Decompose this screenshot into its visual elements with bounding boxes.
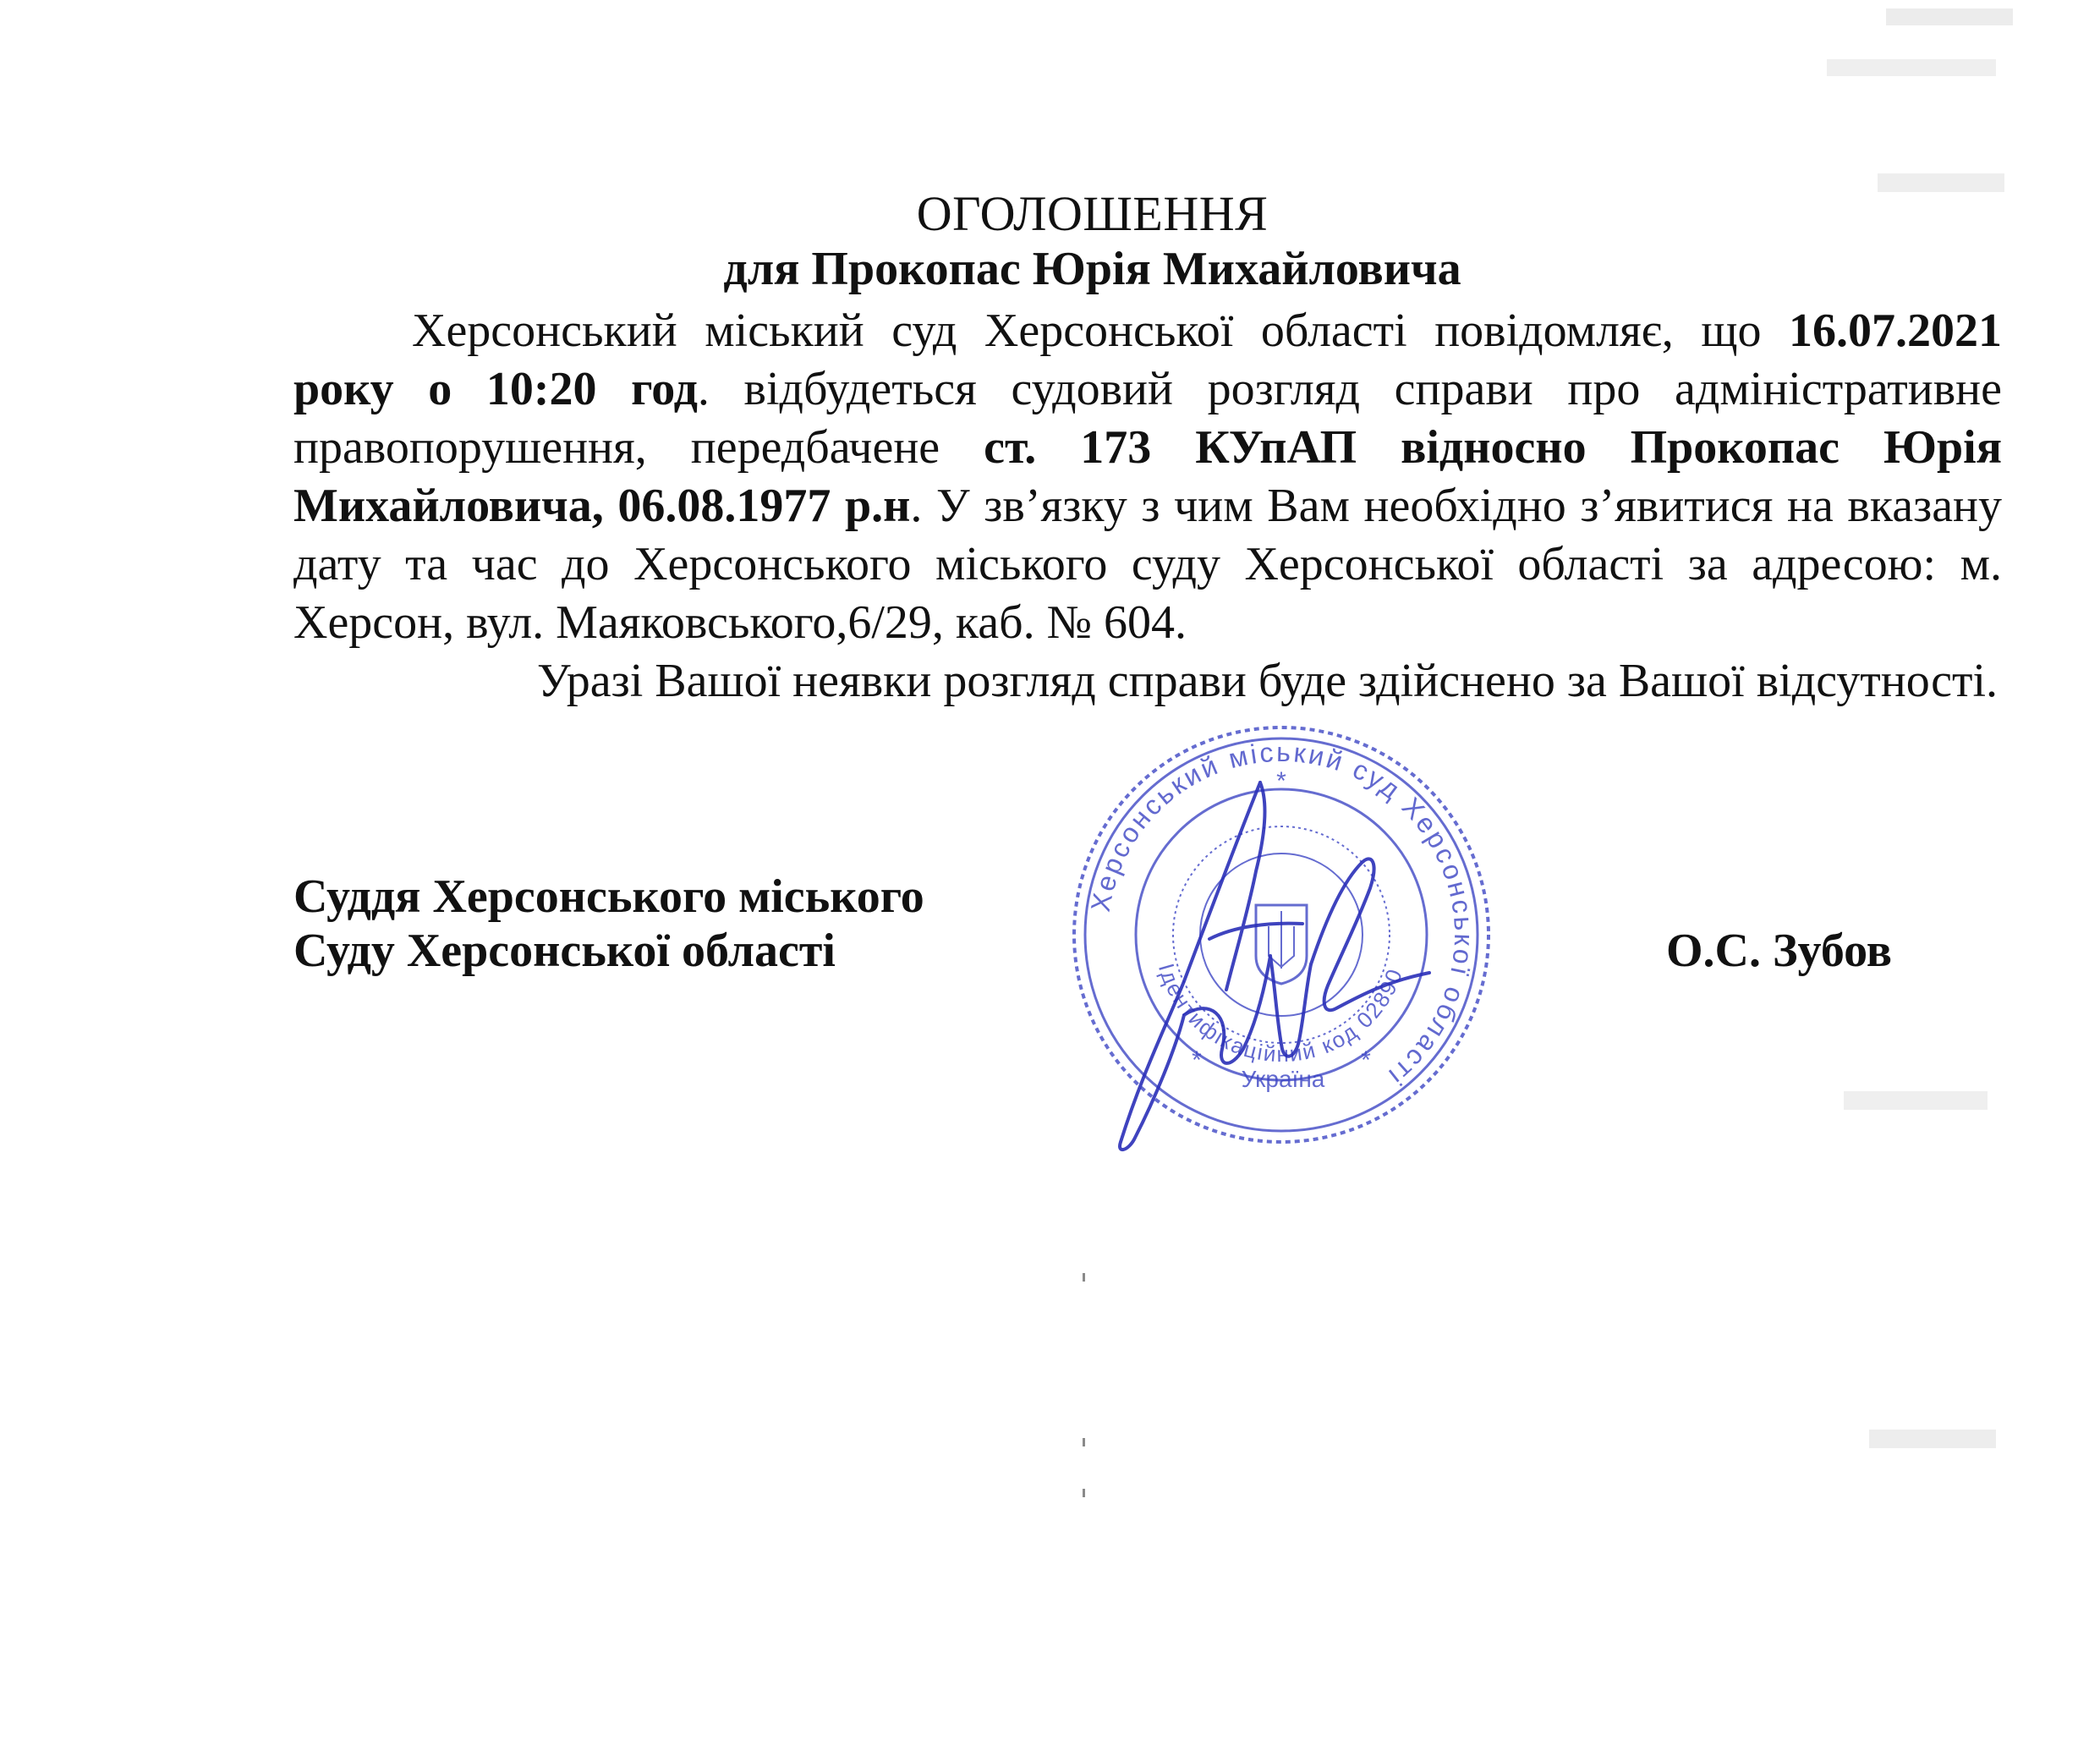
stamp-inner-text: Ідентифікаційний код 02890 — [1153, 960, 1408, 1068]
stamp-bottom-text: Україна — [1241, 1066, 1325, 1092]
stamp-outer-text: Херсонський міський суд Херсонської області — [1084, 736, 1480, 1093]
judge-name: О.С. Зубов — [1666, 925, 1892, 977]
document-title: ОГОЛОШЕННЯ — [916, 186, 1269, 241]
judge-position-line-2: Суду Херсонської області — [293, 925, 836, 977]
paragraph-text: . відбудеться судовий розгляд справи про адміністративне правопорушення, передбачене — [293, 363, 2002, 474]
document-subtitle: для Прокопас Юрія Михайловича — [723, 243, 1461, 295]
paragraph-text: . У зв’язку з чим Вам необхідно з’явитися на вказану дату та час до Херсонського міського суду Херсонської області за адресою: м. Херсон, вул. Маяковського,6/29, каб. № 604. — [293, 480, 2003, 649]
stamp-star-left: * — [1192, 1046, 1202, 1074]
hearing-datetime: 16.07.2021 року о 10:20 год — [293, 305, 2002, 415]
judge-position — [293, 870, 924, 978]
announcement-paragraph-1 — [293, 302, 2002, 652]
announcement-body — [293, 302, 2002, 711]
fold-mark — [1083, 1489, 1085, 1497]
fold-mark — [1083, 1273, 1085, 1282]
stamp-star-right: * — [1361, 1046, 1371, 1074]
signature-graphic — [1083, 744, 1438, 1167]
case-article-person: ст. 173 КУпАП відносно Прокопас Юрія Михайловича, 06.08.1977 р.н — [293, 421, 2002, 532]
bleed-through-mark — [1844, 1091, 1988, 1110]
bleed-through-mark — [1869, 1430, 1996, 1448]
fold-mark — [1083, 1438, 1085, 1446]
handwritten-signature — [1083, 744, 1438, 1167]
bleed-through-mark — [1886, 8, 2013, 25]
bleed-through-mark — [1827, 59, 1996, 76]
paragraph-text: Херсонський міський суд Херсонської області повідомляє, що — [412, 305, 1789, 357]
stamp-star-top: * — [1276, 767, 1286, 795]
announcement-paragraph-2: Уразі Вашої неявки розгляд справи буде здійснено за Вашої відсутності. — [537, 655, 1999, 707]
judge-position-line-1: Суддя Херсонського міського — [293, 870, 924, 923]
